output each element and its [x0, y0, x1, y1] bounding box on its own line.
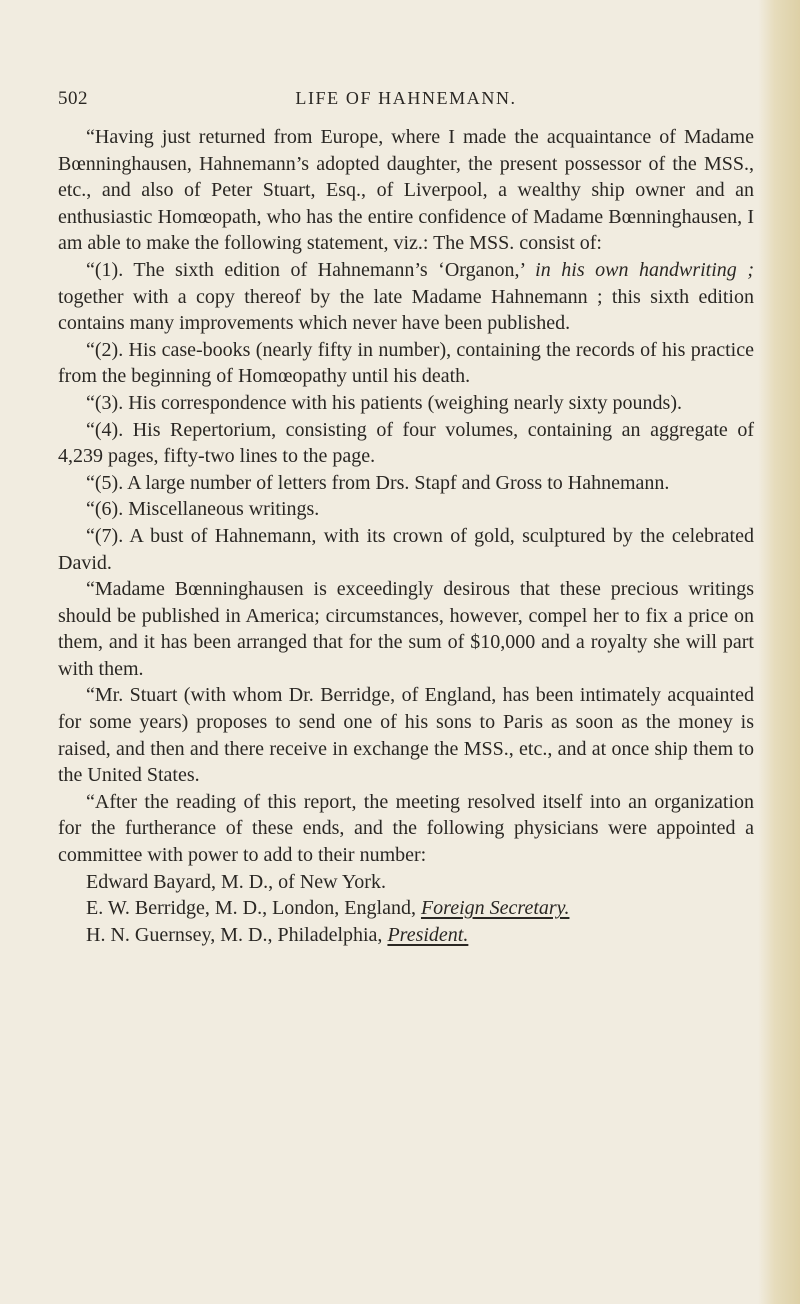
- item-1-rest: together with a copy thereof by the late Madame Hahnemann ; this sixth edition contains many improvements which never have been published.: [58, 285, 754, 335]
- item-1-italic: in his own handwriting ;: [535, 258, 754, 281]
- member-name: H. N. Guernsey, M. D., Philadelphia,: [86, 923, 388, 946]
- paragraph-stuart: “Mr. Stuart (with whom Dr. Berridge, of England, has been intimately acquainted for some years) proposes to send one of his sons to Paris as soon as the money is raised, and then and there receive in exchange the MSS., etc., and at once ship them to the United States.: [58, 684, 754, 787]
- paragraph-item-7: “(7). A bust of Hahnemann, with its crown of gold, sculptured by the celebrated David.: [58, 524, 754, 574]
- paragraph-resolution: “After the reading of this report, the meeting resolved itself into an organization for the furtherance of these ends, and the following physicians were appointed a committee with power to add to their number:: [58, 790, 754, 867]
- committee-member: [58, 922, 754, 949]
- committee-member: [58, 869, 754, 896]
- running-title: LIFE OF HAHNEMANN.: [295, 88, 517, 108]
- paragraph-item-3: “(3). His correspondence with his patients (weighing nearly sixty pounds).: [86, 391, 682, 414]
- member-role: President.: [387, 923, 469, 946]
- paragraph-item-6: “(6). Miscellaneous writings.: [86, 498, 320, 521]
- member-name: E. W. Berridge, M. D., London, England,: [86, 897, 421, 920]
- paragraph-item-4: “(4). His Repertorium, consisting of four volumes, containing an aggregate of 4,239 pages, fifty-two lines to the page.: [58, 418, 754, 468]
- paragraph-madame: “Madame Bœnninghausen is exceedingly desirous that these precious writings should be published in America; circumstances, however, compel her to fix a price on them, and it has been arranged that for the sum of $10,000 and a royalty she will part with them.: [58, 578, 754, 680]
- member-role: Foreign Secretary.: [420, 897, 570, 920]
- paragraph-item-1: [58, 257, 754, 337]
- paragraph-intro: “Having just returned from Europe, where I made the acquaintance of Madame Bœnninghausen, Hahnemann’s adopted daughter, the present possessor of the MSS., etc., and also of Peter Stuart, Esq., of Liverpool, a wealthy ship owner and an enthusiastic Homœopath, who has the entire confidence of Madame Bœnninghausen, I am able to make the following statement, viz.: The MSS. consist of:: [58, 126, 754, 255]
- paragraph-item-5: “(5). A large number of letters from Drs. Stapf and Gross to Hahnemann.: [86, 471, 670, 494]
- paragraph-item-2: “(2). His case-books (nearly fifty in number), containing the records of his practice from the beginning of Homœopathy until his death.: [58, 338, 754, 388]
- running-head: [58, 88, 754, 118]
- committee-member: [58, 895, 754, 922]
- body-text: [58, 124, 754, 948]
- member-name: Edward Bayard, M. D., of New York.: [86, 870, 386, 893]
- item-1-lead: “(1). The sixth edition of Hahnemann’s ‘Organon,’: [86, 258, 536, 281]
- committee-list: [58, 869, 754, 949]
- page-number: 502: [58, 88, 88, 109]
